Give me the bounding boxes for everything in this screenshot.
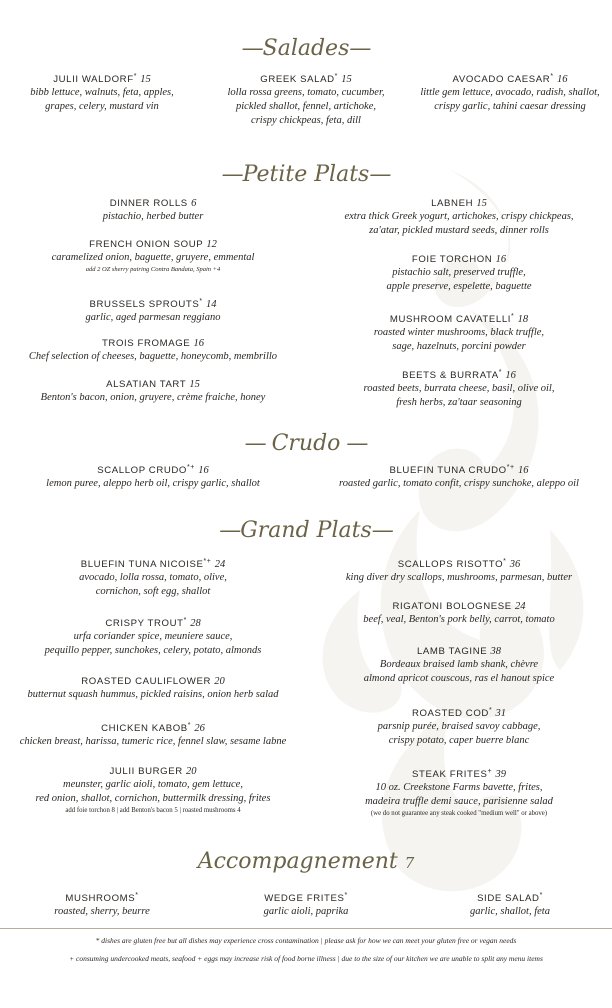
- menu-item-chicken-kabob: CHICKEN KABOB* 26 chicken breast, harissa, tumeric rice, fennel slaw, sesame labne: [19, 722, 287, 748]
- menu-item-lamb-tagine: LAMB TAGINE 38 Bordeaux braised lamb shank, chèvre almond apricot couscous, ras el hanout spice: [363, 646, 555, 684]
- section-title-salades: —Salades—: [241, 36, 371, 61]
- accompagnement-price: 7: [404, 854, 415, 872]
- menu-item-bluefin-tuna-crudo: BLUEFIN TUNA CRUDO*+ 16 roasted garlic, tomato confit, crispy sunchoke, aleppo oil: [339, 464, 579, 490]
- section-title-petite-plats: —Petite Plats—: [221, 162, 391, 187]
- menu-item-trois-fromage: TROIS FROMAGE 16 Chef selection of cheeses, baguette, honeycomb, membrillo: [28, 338, 278, 362]
- menu-item-foie-torchon: FOIE TORCHON 16 pistachio salt, preserved truffle, apple preserve, espelette, baguette: [386, 254, 532, 292]
- menu-item-crispy-trout: CRISPY TROUT* 28 urfa coriander spice, meuniere sauce, pequillo pepper, sunchokes, celery, potato, almonds: [44, 617, 262, 657]
- menu-item-greek-salad: GREEK SALAD* 15 lolla rossa greens, tomato, cucumber, pickled shallot, fennel, artichoke, crispy chickpeas, feta, dill: [227, 73, 385, 127]
- menu-item-rigatoni-bolognese: RIGATONI BOLOGNESE 24 beef, veal, Benton's pork belly, carrot, tomato: [363, 601, 555, 625]
- section-title-grand-plats: —Grand Plats—: [219, 518, 393, 543]
- menu-item-julii-burger: JULII BURGER 20 meunster, garlic aioli, tomato, gem lettuce, red onion, shallot, cornichon, buttermilk dressing, frites add foie torchon 8 | add Benton's bacon 5 | roasted mushrooms 4: [35, 766, 271, 814]
- menu-item-beets-burrata: BEETS & BURRATA* 16 roasted beets, burrata cheese, basil, olive oil, fresh herbs, za'taar seasoning: [363, 369, 555, 409]
- menu-item-wedge-frites: WEDGE FRITES* garlic aioli, paprika: [263, 892, 349, 918]
- menu-item-alsatian-tart: ALSATIAN TART 15 Benton's bacon, onion, gruyere, crème fraiche, honey: [40, 379, 266, 403]
- footer-divider: [0, 928, 612, 929]
- menu-item-scallops-risotto: SCALLOPS RISOTTO* 36 king diver dry scallops, mushrooms, parmesan, butter: [345, 558, 573, 584]
- footer-undercooked-note: + consuming undercooked meats, seafood + eggs may increase risk of food borne illness | due to the size of our kitchen we are unable to split any menu items: [69, 954, 543, 963]
- menu-item-mushrooms: MUSHROOMS* roasted, sherry, beurre: [54, 892, 150, 918]
- menu-item-roasted-cod: ROASTED COD* 31 parsnip purée, braised savoy cabbage, crispy potato, caper buerre blanc: [377, 707, 541, 747]
- menu-item-mushroom-cavatelli: MUSHROOM CAVATELLI* 18 roasted winter mushrooms, black truffle, sage, hazelnuts, porcini powder: [373, 313, 545, 353]
- menu-item-bluefin-tuna-nicoise: BLUEFIN TUNA NICOISE*+ 24 avocado, lolla rossa, tomato, olive, cornichon, soft egg, shallot: [79, 558, 227, 598]
- menu-item-scallop-crudo: SCALLOP CRUDO*+ 16 lemon puree, aleppo herb oil, crispy garlic, shallot: [46, 464, 260, 490]
- section-title-accompagnement: Accompagnement 7: [197, 849, 415, 874]
- menu-item-french-onion-soup: FRENCH ONION SOUP 12 caramelized onion, baguette, gruyere, emmental add 2 OZ sherry pairing Contra Bandata, Spain +4: [51, 239, 255, 273]
- menu-item-julii-waldorf: JULII WALDORF* 15 bibb lettuce, walnuts, feta, apples, grapes, celery, mustard vin: [30, 73, 174, 113]
- menu-item-avocado-caesar: AVOCADO CAESAR* 16 little gem lettuce, avocado, radish, shallot, crispy garlic, tahini caesar dressing: [420, 73, 600, 113]
- menu-item-brussels-sprouts: BRUSSELS SPROUTS* 14 garlic, aged parmesan reggiano: [85, 298, 221, 324]
- menu-item-labneh: LABNEH 15 extra thick Greek yogurt, artichokes, crispy chickpeas, za'atar, pickled mustard seeds, dinner rolls: [344, 198, 574, 236]
- menu-item-side-salad: SIDE SALAD* garlic, shallot, feta: [470, 892, 550, 918]
- section-title-crudo: — Crudo —: [244, 431, 368, 456]
- footer-gluten-note: * dishes are gluten free but all dishes may experience cross contamination | please ask for how we can meet your gluten free or vegan needs: [95, 936, 517, 945]
- menu-item-steak-frites: STEAK FRITES+ 39 10 oz. Creekstone Farms bavette, frites, madeira truffle demi sauce, parisienne salad (we do not guarantee any steak cooked "medium well" or above): [365, 768, 553, 818]
- menu-item-dinner-rolls: DINNER ROLLS 6 pistachio, herbed butter: [102, 198, 204, 222]
- menu-item-roasted-cauliflower: ROASTED CAULIFLOWER 20 butternut squash hummus, pickled raisins, onion herb salad: [27, 676, 279, 700]
